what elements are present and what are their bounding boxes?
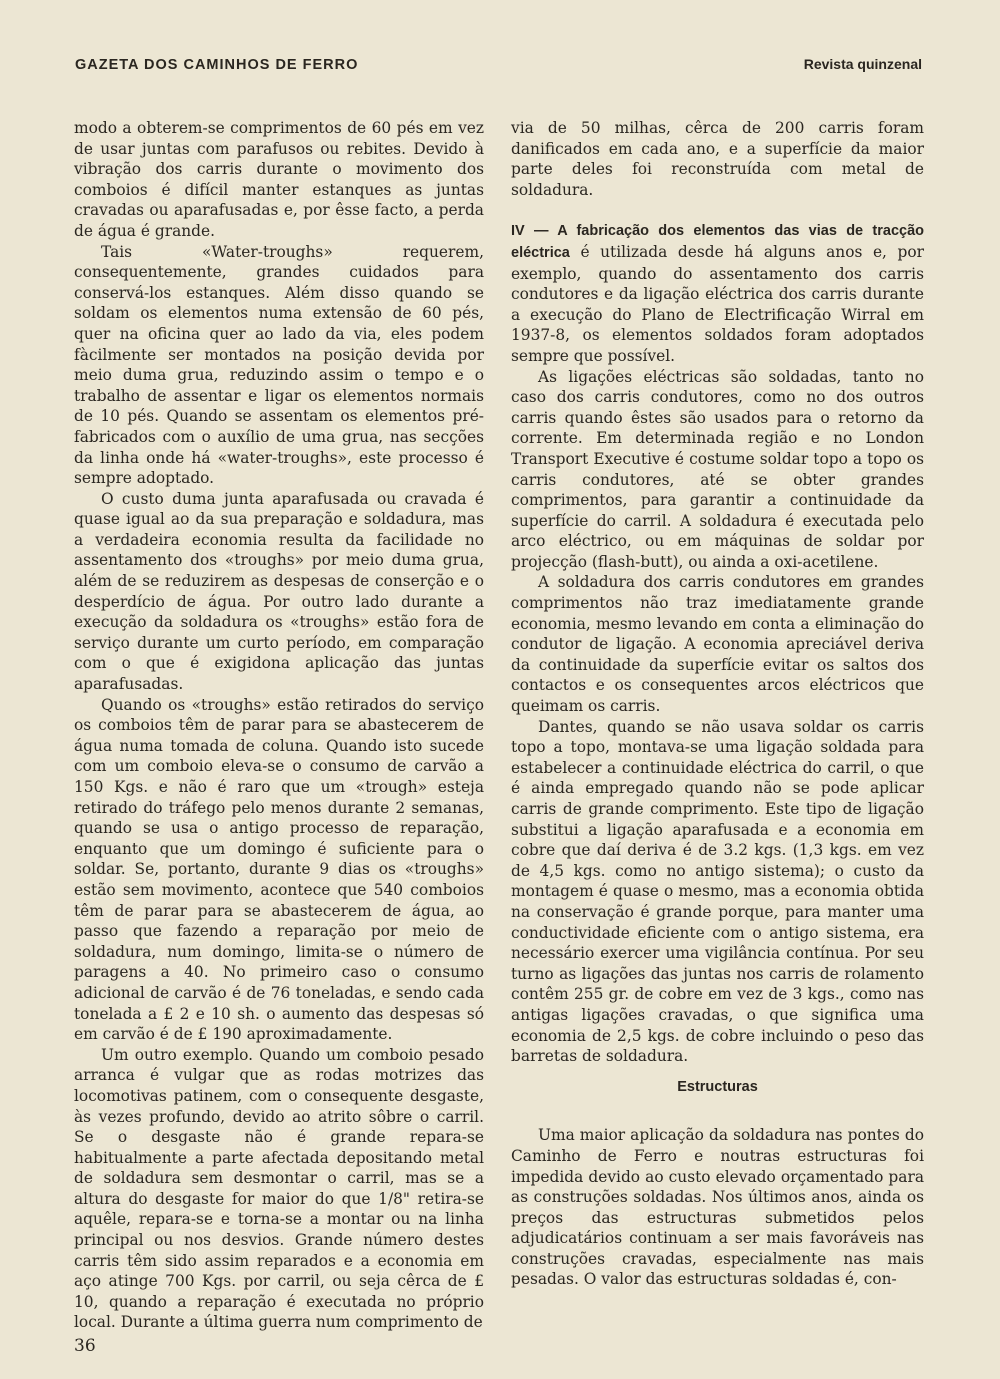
paragraph: As ligações eléctricas são soldadas, tanto no caso dos carris condutores, como no dos outros carris quando êstes são usados para o retorno da corrente. Em determinada região e no London Transport Executive é costume soldar topo a topo os carris condutores, até se obter grandes comprimentos, para garantir a continuidade da superfície do carril. A soldadura é executada pelo arco eléctrico, ou em máquinas de soldar por projecção (flash-butt), ou ainda a oxi-acetilene. <box>511 367 924 571</box>
right-column <box>511 118 924 1290</box>
paragraph: O custo duma junta aparafusada ou cravada é quase igual ao da sua preparação e soldadura, mas a verdadeira economia resulta da facilidade no assentamento dos «troughs» por meio duma grua, além de se reduzirem as despesas de conserção e o desperdício de água. Por outro lado durante a execução da soldadura os «troughs» estão fora de serviço durante um curto período, em comparação com o que é exigidona aplicação das juntas aparafusadas. <box>74 489 484 694</box>
section-heading: IV — A fabricação dos elementos das vias de tracção eléctrica <box>511 223 924 261</box>
paragraph: via de 50 milhas, cêrca de 200 carris foram danificados em cada ano, e a superfície da maior parte deles foi reconstruída com metal de soldadura. <box>511 119 924 199</box>
page-number: 36 <box>74 1336 96 1356</box>
section-body: é utilizada desde há alguns anos e, por exemplo, quando do assentamento dos carris condutores e da ligação eléctrica dos carris durante a execução do Plano de Electrificação Wirral em 1937-8, os elementos soldados foram adoptados sempre que possível. <box>511 242 924 365</box>
publication-subtitle: Revista quinzenal <box>803 56 922 72</box>
paragraph: Quando os «troughs» estão retirados do serviço os comboios têm de parar para se abastecerem de água numa tomada de coluna. Quando isto sucede com um comboio eleva-se o consumo de carvão a 150 Kgs. e não é raro que um «trough» esteja retirado do tráfego pelo menos durante 2 semanas, quando se usa o antigo processo de reparação, enquanto que um domingo é suficiente para o soldar. Se, portanto, durante 9 dias os «troughs» estão sem movimento, acontece que 540 comboios têm de parar para se abastecerem de água, ao passo que fazendo a reparação por meio de soldadura, num domingo, limita-se o número de paragens a 40. No primeiro caso o consumo adicional de carvão é de 76 toneladas, e sendo cada tonelada a £ 2 e 10 sh. o aumento das despesas só em carvão é de £ 190 aproximadamente. <box>74 695 484 1044</box>
paragraph: Um outro exemplo. Quando um comboio pesado arranca é vulgar que as rodas motrizes das locomotivas patinem, com o consequente desgaste, às vezes profundo, devido ao atrito sôbre o carril. Se o desgaste não é grande repara-se habitualmente a parte afectada depositando metal de soldadura sem desmontar o carril, mas se a altura do desgaste for maior do que 1/8" retira-se aquêle, repara-se e torna-se a montar ou na linha principal ou nos desvios. Grande número destes carris têm sido assim reparados e a economia em aço atinge 700 Kgs. por carril, ou seja cêrca de £ 10, quando a reparação é executada no próprio local. Durante a última guerra num comprimento de <box>74 1045 484 1332</box>
running-header <box>75 56 922 78</box>
paragraph: modo a obterem-se comprimentos de 60 pés em vez de usar juntas com parafusos ou rebites. Devido à vibração dos carris durante o movimento dos comboios é difícil manter estanques as juntas cravadas ou aparafusadas e, por êsse facto, a perda de água é grande. <box>74 119 484 240</box>
publication-title: GAZETA DOS CAMINHOS DE FERRO <box>75 57 359 73</box>
paragraph: Dantes, quando se não usava soldar os carris topo a topo, montava-se uma ligação soldada para estabelecer a continuidade eléctrica do carril, o que é ainda empregado quando não se pode aplicar carris de grande comprimento. Este tipo de ligação substitui a ligação aparafusada e a economia em cobre que daí deriva é de 3.2 kgs. (1,3 kgs. em vez de 4,5 kgs. como no antigo sistema); o custo da montagem é quase o mesmo, mas a economia obtida na conservação é grande porque, para manter uma conductividade eficiente com o antigo sistema, era necessário exercer uma vigilância contínua. Por seu turno as ligações das juntas nos carris de rolamento contêm 255 gr. de cobre em vez de 3 kgs., como nas antigas ligações cravadas, o que significa uma economia de 2,5 kgs. de cobre incluindo o peso das barretas de soldadura. <box>511 717 924 1066</box>
subheading: Estructuras <box>677 1078 758 1095</box>
section-paragraph <box>511 220 924 366</box>
paragraph: A soldadura dos carris condutores em grandes comprimentos não traz imediatamente grande economia, mesmo levando em conta a eliminação do condutor de ligação. A economia apreciável deriva da continuidade da superfície evitar os saltos dos contactos e os consequentes arcos eléctricos que queimam os carris. <box>511 573 924 716</box>
left-column <box>74 118 484 1333</box>
paragraph: Uma maior aplicação da soldadura nas pontes do Caminho de Ferro e noutras estructuras foi impedida devido ao custo elevado orçamentado para as construções soldadas. Nos últimos anos, ainda os preços das estructuras submetidos pelos adjudicatários continuam a ser mais favoráveis nas construções cravadas, especialmente nas mais pesadas. O valor das estructuras soldadas é, con- <box>511 1126 924 1289</box>
paragraph: Tais «Water-troughs» requerem, consequentemente, grandes cuidados para conservá-los estanques. Além disso quando se soldam os elementos numa extensão de 60 pés, quer na oficina quer ao lado da via, eles podem fàcilmente ser montados na posição devida por meio duma grua, reduzindo assim o tempo e o trabalho de assentar e ligar os elementos normais de 10 pés. Quando se assentam os elementos pré-fabricados com o auxílio de uma grua, nas secções da linha onde há «water-troughs», este processo é sempre adoptado. <box>74 242 484 488</box>
